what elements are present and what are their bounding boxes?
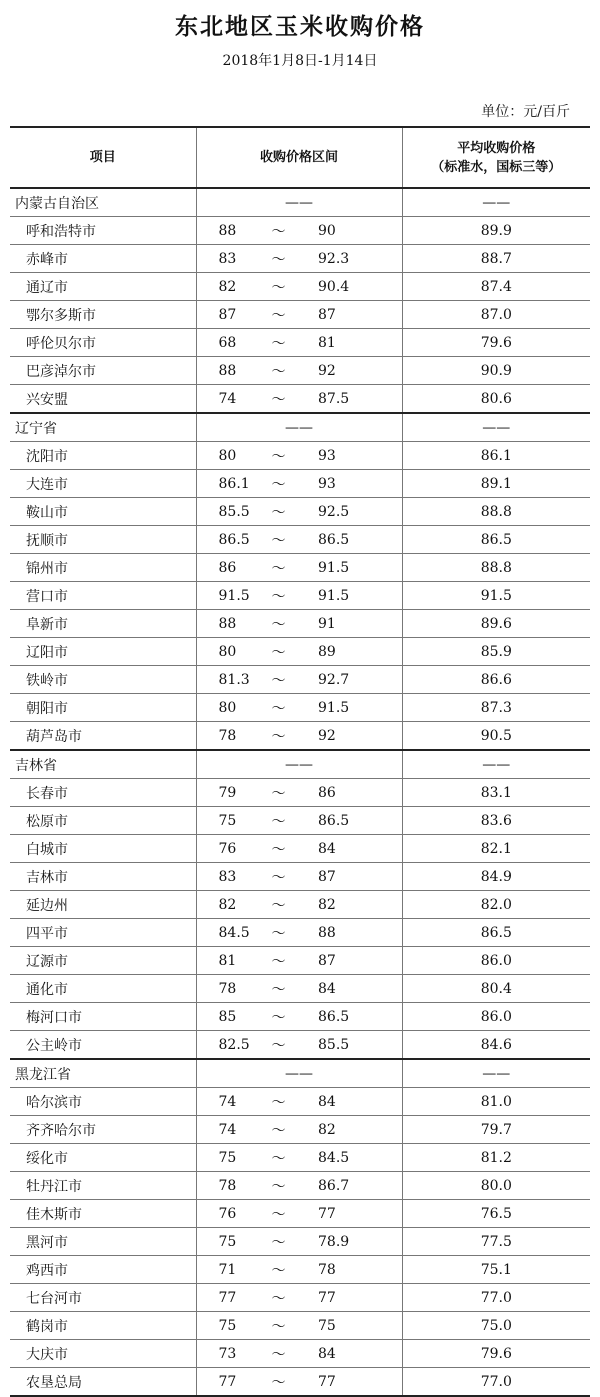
range-separator: ～	[251, 498, 306, 526]
price-average: 90.5	[402, 722, 590, 751]
table-row	[10, 891, 590, 919]
range-separator: ～	[251, 1340, 306, 1368]
price-high: 91.5	[306, 694, 402, 722]
price-high: 78.9	[306, 1228, 402, 1256]
range-placeholder: ——	[196, 188, 402, 217]
header-avg-line1: 平均收购价格	[457, 140, 536, 156]
province-section	[10, 1059, 590, 1396]
province-name: 黑龙江省	[10, 1059, 196, 1088]
city-name: 巴彦淖尔市	[10, 357, 196, 385]
price-low: 75	[196, 1144, 251, 1172]
range-separator: ～	[251, 779, 306, 807]
range-separator: ～	[251, 1144, 306, 1172]
price-average: 82.0	[402, 891, 590, 919]
table-row	[10, 245, 590, 273]
price-average: 81.2	[402, 1144, 590, 1172]
price-low: 82	[196, 891, 251, 919]
range-separator: ～	[251, 526, 306, 554]
range-separator: ～	[251, 1368, 306, 1397]
price-average: 87.4	[402, 273, 590, 301]
table-row	[10, 779, 590, 807]
range-separator: ～	[251, 891, 306, 919]
range-separator: ～	[251, 582, 306, 610]
city-name: 松原市	[10, 807, 196, 835]
table-row	[10, 273, 590, 301]
city-name: 长春市	[10, 779, 196, 807]
city-name: 赤峰市	[10, 245, 196, 273]
price-average: 79.7	[402, 1116, 590, 1144]
city-name: 黑河市	[10, 1228, 196, 1256]
range-separator: ～	[251, 722, 306, 751]
price-average: 79.6	[402, 1340, 590, 1368]
range-separator: ～	[251, 217, 306, 245]
price-high: 84	[306, 975, 402, 1003]
table-row	[10, 582, 590, 610]
price-average: 79.6	[402, 329, 590, 357]
price-low: 75	[196, 1312, 251, 1340]
price-average: 77.5	[402, 1228, 590, 1256]
price-high: 86.5	[306, 526, 402, 554]
table-row	[10, 1312, 590, 1340]
table-row	[10, 835, 590, 863]
price-low: 83	[196, 245, 251, 273]
price-average: 80.4	[402, 975, 590, 1003]
price-high: 86	[306, 779, 402, 807]
price-low: 84.5	[196, 919, 251, 947]
range-separator: ～	[251, 1116, 306, 1144]
city-name: 呼伦贝尔市	[10, 329, 196, 357]
price-low: 79	[196, 779, 251, 807]
price-high: 93	[306, 470, 402, 498]
range-separator: ～	[251, 807, 306, 835]
range-separator: ～	[251, 301, 306, 329]
price-average: 76.5	[402, 1200, 590, 1228]
province-section	[10, 188, 590, 413]
table-row	[10, 722, 590, 751]
table-row	[10, 526, 590, 554]
header-range: 收购价格区间	[196, 127, 402, 188]
price-high: 87	[306, 863, 402, 891]
city-name: 呼和浩特市	[10, 217, 196, 245]
range-separator: ～	[251, 975, 306, 1003]
price-low: 77	[196, 1284, 251, 1312]
price-average: 85.9	[402, 638, 590, 666]
price-low: 80	[196, 442, 251, 470]
price-low: 74	[196, 1116, 251, 1144]
price-low: 86.5	[196, 526, 251, 554]
price-low: 77	[196, 1368, 251, 1397]
price-low: 87	[196, 301, 251, 329]
range-separator: ～	[251, 610, 306, 638]
table-row	[10, 217, 590, 245]
price-high: 84	[306, 1088, 402, 1116]
price-high: 77	[306, 1200, 402, 1228]
price-average: 80.0	[402, 1172, 590, 1200]
price-high: 86.5	[306, 807, 402, 835]
range-placeholder: ——	[196, 1059, 402, 1088]
price-high: 92.7	[306, 666, 402, 694]
price-average: 86.1	[402, 442, 590, 470]
price-high: 82	[306, 891, 402, 919]
table-row	[10, 863, 590, 891]
price-low: 83	[196, 863, 251, 891]
range-separator: ～	[251, 470, 306, 498]
city-name: 白城市	[10, 835, 196, 863]
city-name: 沈阳市	[10, 442, 196, 470]
table-row	[10, 329, 590, 357]
table-row	[10, 1172, 590, 1200]
city-name: 辽阳市	[10, 638, 196, 666]
price-average: 86.0	[402, 1003, 590, 1031]
province-section	[10, 413, 590, 750]
price-average: 84.6	[402, 1031, 590, 1060]
table-row	[10, 1031, 590, 1060]
price-low: 68	[196, 329, 251, 357]
table-row	[10, 1116, 590, 1144]
price-low: 82.5	[196, 1031, 251, 1060]
price-high: 92.3	[306, 245, 402, 273]
range-separator: ～	[251, 947, 306, 975]
price-average: 87.3	[402, 694, 590, 722]
price-low: 75	[196, 1228, 251, 1256]
range-separator: ～	[251, 835, 306, 863]
city-name: 延边州	[10, 891, 196, 919]
header-item: 项目	[10, 127, 196, 188]
price-high: 87	[306, 301, 402, 329]
price-low: 85.5	[196, 498, 251, 526]
city-name: 哈尔滨市	[10, 1088, 196, 1116]
price-high: 88	[306, 919, 402, 947]
price-average: 89.1	[402, 470, 590, 498]
table-row	[10, 301, 590, 329]
price-low: 76	[196, 835, 251, 863]
price-low: 80	[196, 638, 251, 666]
price-low: 81.3	[196, 666, 251, 694]
price-low: 88	[196, 217, 251, 245]
price-average: 77.0	[402, 1284, 590, 1312]
price-low: 78	[196, 975, 251, 1003]
price-average: 81.0	[402, 1088, 590, 1116]
range-separator: ～	[251, 1088, 306, 1116]
city-name: 通辽市	[10, 273, 196, 301]
table-row	[10, 947, 590, 975]
price-low: 82	[196, 273, 251, 301]
table-row	[10, 807, 590, 835]
price-high: 75	[306, 1312, 402, 1340]
avg-placeholder: ——	[402, 188, 590, 217]
range-placeholder: ——	[196, 413, 402, 442]
table-row	[10, 385, 590, 414]
province-name: 吉林省	[10, 750, 196, 779]
price-high: 93	[306, 442, 402, 470]
price-average: 88.7	[402, 245, 590, 273]
table-row	[10, 638, 590, 666]
price-low: 71	[196, 1256, 251, 1284]
range-separator: ～	[251, 273, 306, 301]
price-low: 74	[196, 385, 251, 414]
price-high: 85.5	[306, 1031, 402, 1060]
table-row	[10, 1340, 590, 1368]
price-average: 88.8	[402, 498, 590, 526]
price-average: 80.6	[402, 385, 590, 414]
range-separator: ～	[251, 1312, 306, 1340]
price-average: 75.0	[402, 1312, 590, 1340]
city-name: 铁岭市	[10, 666, 196, 694]
price-average: 86.0	[402, 947, 590, 975]
city-name: 四平市	[10, 919, 196, 947]
price-low: 86	[196, 554, 251, 582]
price-low: 76	[196, 1200, 251, 1228]
range-separator: ～	[251, 666, 306, 694]
range-separator: ～	[251, 1256, 306, 1284]
table-row	[10, 975, 590, 1003]
province-name: 辽宁省	[10, 413, 196, 442]
table-row	[10, 1200, 590, 1228]
province-row	[10, 750, 590, 779]
price-high: 86.5	[306, 1003, 402, 1031]
table-row	[10, 498, 590, 526]
price-low: 78	[196, 1172, 251, 1200]
table-row	[10, 694, 590, 722]
city-name: 绥化市	[10, 1144, 196, 1172]
price-average: 86.5	[402, 919, 590, 947]
city-name: 锦州市	[10, 554, 196, 582]
price-low: 88	[196, 610, 251, 638]
price-low: 75	[196, 807, 251, 835]
price-high: 84	[306, 1340, 402, 1368]
city-name: 鸡西市	[10, 1256, 196, 1284]
city-name: 营口市	[10, 582, 196, 610]
range-separator: ～	[251, 442, 306, 470]
table-row	[10, 470, 590, 498]
price-high: 92	[306, 357, 402, 385]
city-name: 公主岭市	[10, 1031, 196, 1060]
price-average: 90.9	[402, 357, 590, 385]
price-average: 82.1	[402, 835, 590, 863]
province-row	[10, 188, 590, 217]
price-average: 88.8	[402, 554, 590, 582]
table-row	[10, 1368, 590, 1397]
price-low: 86.1	[196, 470, 251, 498]
table-row	[10, 1088, 590, 1116]
price-high: 77	[306, 1284, 402, 1312]
range-separator: ～	[251, 329, 306, 357]
range-separator: ～	[251, 1200, 306, 1228]
city-name: 七台河市	[10, 1284, 196, 1312]
city-name: 吉林市	[10, 863, 196, 891]
price-average: 84.9	[402, 863, 590, 891]
range-separator: ～	[251, 1003, 306, 1031]
city-name: 农垦总局	[10, 1368, 196, 1397]
table-row	[10, 357, 590, 385]
price-high: 84.5	[306, 1144, 402, 1172]
province-row	[10, 413, 590, 442]
price-average: 86.6	[402, 666, 590, 694]
price-low: 78	[196, 722, 251, 751]
table-row	[10, 442, 590, 470]
avg-placeholder: ——	[402, 750, 590, 779]
city-name: 兴安盟	[10, 385, 196, 414]
price-high: 84	[306, 835, 402, 863]
city-name: 大庆市	[10, 1340, 196, 1368]
range-separator: ～	[251, 694, 306, 722]
avg-placeholder: ——	[402, 1059, 590, 1088]
range-separator: ～	[251, 919, 306, 947]
price-low: 91.5	[196, 582, 251, 610]
city-name: 通化市	[10, 975, 196, 1003]
table-row	[10, 919, 590, 947]
city-name: 牡丹江市	[10, 1172, 196, 1200]
price-high: 87	[306, 947, 402, 975]
province-row	[10, 1059, 590, 1088]
price-low: 81	[196, 947, 251, 975]
table-row	[10, 1228, 590, 1256]
table-row	[10, 666, 590, 694]
price-average: 91.5	[402, 582, 590, 610]
price-table	[10, 126, 590, 1397]
date-range: 2018年1月8日-1月14日	[222, 53, 378, 69]
price-high: 92.5	[306, 498, 402, 526]
price-low: 73	[196, 1340, 251, 1368]
price-average: 75.1	[402, 1256, 590, 1284]
range-separator: ～	[251, 638, 306, 666]
range-separator: ～	[251, 1228, 306, 1256]
city-name: 鞍山市	[10, 498, 196, 526]
range-separator: ～	[251, 357, 306, 385]
price-high: 89	[306, 638, 402, 666]
range-separator: ～	[251, 554, 306, 582]
price-high: 78	[306, 1256, 402, 1284]
table-row	[10, 1256, 590, 1284]
price-average: 86.5	[402, 526, 590, 554]
range-separator: ～	[251, 863, 306, 891]
city-name: 鄂尔多斯市	[10, 301, 196, 329]
price-average: 77.0	[402, 1368, 590, 1397]
page-title: 东北地区玉米收购价格	[175, 14, 425, 40]
city-name: 阜新市	[10, 610, 196, 638]
province-name: 内蒙古自治区	[10, 188, 196, 217]
price-high: 92	[306, 722, 402, 751]
price-high: 87.5	[306, 385, 402, 414]
range-placeholder: ——	[196, 750, 402, 779]
range-separator: ～	[251, 245, 306, 273]
city-name: 齐齐哈尔市	[10, 1116, 196, 1144]
price-high: 81	[306, 329, 402, 357]
price-high: 90	[306, 217, 402, 245]
city-name: 梅河口市	[10, 1003, 196, 1031]
price-average: 89.9	[402, 217, 590, 245]
price-high: 86.7	[306, 1172, 402, 1200]
range-separator: ～	[251, 1031, 306, 1060]
price-average: 87.0	[402, 301, 590, 329]
avg-placeholder: ——	[402, 413, 590, 442]
range-separator: ～	[251, 385, 306, 414]
table-header-row	[10, 127, 590, 188]
price-high: 90.4	[306, 273, 402, 301]
range-separator: ～	[251, 1172, 306, 1200]
price-low: 85	[196, 1003, 251, 1031]
city-name: 朝阳市	[10, 694, 196, 722]
table-row	[10, 1144, 590, 1172]
price-low: 88	[196, 357, 251, 385]
price-average: 89.6	[402, 610, 590, 638]
city-name: 大连市	[10, 470, 196, 498]
unit-label: 单位：元/百斤	[481, 104, 570, 120]
city-name: 佳木斯市	[10, 1200, 196, 1228]
city-name: 葫芦岛市	[10, 722, 196, 751]
table-row	[10, 1284, 590, 1312]
table-row	[10, 1003, 590, 1031]
province-section	[10, 750, 590, 1059]
range-separator: ～	[251, 1284, 306, 1312]
price-average: 83.6	[402, 807, 590, 835]
table-row	[10, 554, 590, 582]
city-name: 鹤岗市	[10, 1312, 196, 1340]
price-high: 91.5	[306, 582, 402, 610]
price-average: 83.1	[402, 779, 590, 807]
city-name: 抚顺市	[10, 526, 196, 554]
city-name: 辽源市	[10, 947, 196, 975]
price-low: 74	[196, 1088, 251, 1116]
header-avg-line2: （标准水，国标三等）	[431, 159, 562, 175]
price-low: 80	[196, 694, 251, 722]
price-high: 77	[306, 1368, 402, 1397]
price-high: 82	[306, 1116, 402, 1144]
price-high: 91.5	[306, 554, 402, 582]
price-high: 91	[306, 610, 402, 638]
table-row	[10, 610, 590, 638]
header-avg	[402, 127, 590, 188]
